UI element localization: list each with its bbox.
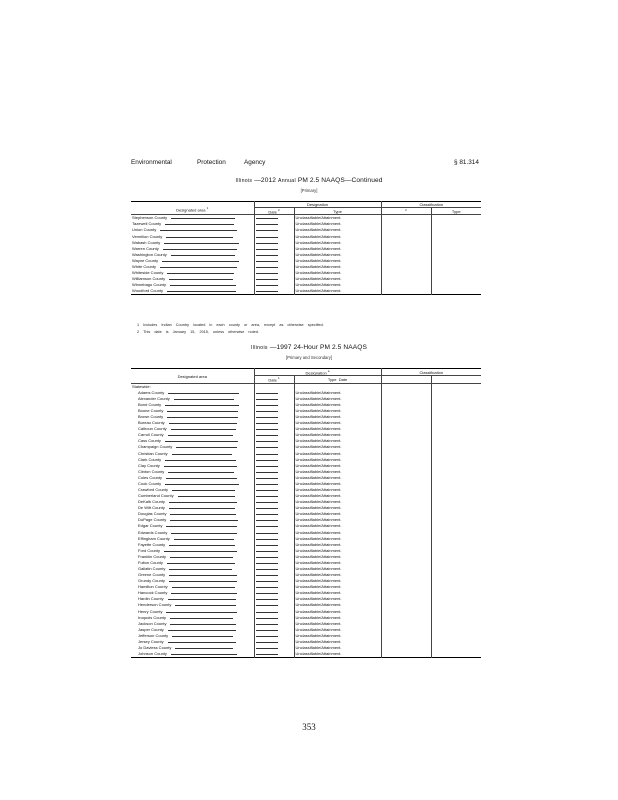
table2-body <box>131 383 481 658</box>
county-name: DuPage County <box>138 517 167 523</box>
county-name: Washington County <box>132 251 167 257</box>
table1-title-annual: Annual <box>277 178 296 184</box>
table1-header-classification: Classification <box>381 202 481 208</box>
page-number: 353 <box>302 722 316 732</box>
class-date-cell <box>381 651 431 658</box>
county-name: Cass County <box>138 438 161 444</box>
type-cell: Unclassifiable/Attainment. <box>294 246 381 252</box>
county-name: Cumberland County <box>138 493 174 499</box>
table-row <box>131 651 481 658</box>
county-name: Brown County <box>138 414 164 420</box>
table2-header-designation: Designation $^a$ <box>254 369 381 376</box>
table2-title-year: —1997 <box>269 344 292 351</box>
county-name: Adams County <box>138 389 165 395</box>
type-cell: Unclassifiable/Attainment. <box>294 451 381 457</box>
county-name: Greene County <box>138 572 166 578</box>
county-name: Coles County <box>138 474 163 480</box>
class-type-cell <box>431 215 481 222</box>
county-name: Boone County <box>138 407 164 413</box>
type-cell: Unclassifiable/Attainment. <box>294 548 381 554</box>
county-name: Cook County <box>138 480 162 486</box>
county-name: Warren County <box>132 245 159 251</box>
type-cell: Unclassifiable/Attainment. <box>294 215 381 222</box>
county-name: Wayne County <box>132 257 159 263</box>
date-cell <box>254 215 294 222</box>
table2-header-classification: Classification <box>381 369 481 376</box>
type-cell: Unclassifiable/Attainment. <box>294 463 381 469</box>
type-cell: Unclassifiable/Attainment. <box>294 578 381 584</box>
type-cell: Unclassifiable/Attainment. <box>294 408 381 414</box>
table1-header-class-date: 2 <box>381 208 431 215</box>
type-cell: Unclassifiable/Attainment. <box>294 457 381 463</box>
table1-title-naaqs: NAAQS—Continued <box>321 177 383 184</box>
county-name: Douglas County <box>138 511 167 517</box>
county-name: Williamson County <box>132 276 166 282</box>
county-name: Union County <box>132 227 157 233</box>
type-cell: Unclassifiable/Attainment. <box>294 596 381 602</box>
county-name: White County <box>132 263 157 269</box>
table2-subtitle: [Primary and Secondary] <box>285 355 333 360</box>
type-cell: Unclassifiable/Attainment. <box>294 487 381 493</box>
type-cell: Unclassifiable/Attainment. <box>294 621 381 627</box>
county-name: Henry County <box>138 608 163 614</box>
county-name: Jersey County <box>138 638 164 644</box>
county-name: Jackson County <box>138 620 167 626</box>
county-name: Champaign County <box>138 444 173 450</box>
type-cell: Unclassifiable/Attainment. <box>294 505 381 511</box>
table2-header-class-date <box>381 376 431 383</box>
county-name: Jasper County <box>138 626 164 632</box>
type-cell: Unclassifiable/Attainment. <box>294 536 381 542</box>
table1-footnote-2: 2 This date is January 15, 2015, unless otherwise noted. <box>137 330 259 334</box>
type-cell: Unclassifiable/Attainment. <box>294 481 381 487</box>
county-name: Calhoun County <box>138 426 167 432</box>
county-name: Woodford County <box>132 288 164 294</box>
county-name: Hancock County <box>138 590 168 596</box>
running-header-agency-3: Agency <box>244 159 266 166</box>
county-name: Franklin County <box>138 553 167 559</box>
type-cell: Unclassifiable/Attainment. <box>294 282 381 288</box>
county-name: Johnson County <box>138 651 167 657</box>
type-cell: Unclassifiable/Attainment. <box>294 584 381 590</box>
type-cell: Unclassifiable/Attainment. <box>294 444 381 450</box>
table1-title-pm: PM 2.5 <box>297 177 320 184</box>
county-name: De Witt County <box>138 505 165 511</box>
table1-header-designation: Designation <box>254 202 381 208</box>
type-cell: Unclassifiable/Attainment. <box>294 420 381 426</box>
county-name: Hardin County <box>138 596 164 602</box>
type-cell: Unclassifiable/Attainment. <box>294 264 381 270</box>
county-name: Edwards County <box>138 529 168 535</box>
county-name: Iroquois County <box>138 614 167 620</box>
table2-header-date: Date $^1$ <box>254 376 294 383</box>
class-date-cell <box>381 215 431 222</box>
county-name: Alexander County <box>138 395 170 401</box>
type-cell: Unclassifiable/Attainment. <box>294 234 381 240</box>
type-cell: Unclassifiable/Attainment. <box>294 554 381 560</box>
table2-header-area: Designated area <box>177 374 207 380</box>
table2-title-24hour: 24-Hour <box>293 344 319 351</box>
type-cell: Unclassifiable/Attainment. <box>294 560 381 566</box>
type-cell: Unclassifiable/Attainment. <box>294 517 381 523</box>
type-cell: Unclassifiable/Attainment. <box>294 542 381 548</box>
county-name: Clay County <box>138 462 160 468</box>
county-name: Crawford County <box>138 486 169 492</box>
type-cell: Unclassifiable/Attainment. <box>294 252 381 258</box>
running-header-agency-1: Environmental <box>131 159 172 166</box>
type-cell: Unclassifiable/Attainment. <box>294 475 381 481</box>
type-cell: Unclassifiable/Attainment. <box>294 438 381 444</box>
county-name: Bureau County <box>138 420 165 426</box>
type-cell: Unclassifiable/Attainment. <box>294 572 381 578</box>
county-name: Christian County <box>138 450 168 456</box>
table1-footnote-1: 1 Includes Indian Country located in each county or area, except as otherwise specified. <box>137 323 324 327</box>
type-cell: Unclassifiable/Attainment. <box>294 499 381 505</box>
county-name: Bond County <box>138 401 162 407</box>
table1-header-date: Date $^2$ <box>254 208 294 215</box>
class-type-cell <box>431 651 481 658</box>
county-name: Hamilton County <box>138 584 168 590</box>
type-cell: Unclassifiable/Attainment. <box>294 469 381 475</box>
group-label: Statewide: <box>132 383 151 389</box>
table2-header-type: Type Date <box>294 376 381 383</box>
running-header-section: § 81.314 <box>454 159 479 166</box>
type-cell: Unclassifiable/Attainment. <box>294 493 381 499</box>
type-cell: Unclassifiable/Attainment. <box>294 590 381 596</box>
type-cell: Unclassifiable/Attainment. <box>294 276 381 282</box>
county-name: Fayette County <box>138 541 166 547</box>
type-cell: Unclassifiable/Attainment. <box>294 511 381 517</box>
county-name: Carroll County <box>138 432 164 438</box>
type-cell: Unclassifiable/Attainment. <box>294 390 381 396</box>
county-name: Jo Daviess County <box>138 645 172 651</box>
county-name: Edgar County <box>138 523 163 529</box>
county-cell <box>131 288 254 295</box>
table1-title-year: —2012 <box>254 177 276 184</box>
type-cell: Unclassifiable/Attainment. <box>294 602 381 608</box>
type-cell: Unclassifiable/Attainment. <box>294 609 381 615</box>
county-name: Gallatin County <box>138 566 166 571</box>
type-cell: Unclassifiable/Attainment. <box>294 523 381 529</box>
county-cell <box>131 215 254 222</box>
class-date-cell <box>381 288 431 295</box>
type-cell: Unclassifiable/Attainment. <box>294 615 381 621</box>
type-cell: Unclassifiable/Attainment. <box>294 396 381 402</box>
county-name: Winnebago County <box>132 282 167 288</box>
county-name: Effingham County <box>138 535 170 541</box>
type-cell: Unclassifiable/Attainment. <box>294 270 381 276</box>
county-name: DeKalb County <box>138 499 165 505</box>
table2-header-class-type <box>431 376 481 383</box>
type-cell: Unclassifiable/Attainment. <box>294 227 381 233</box>
date-cell <box>254 651 294 658</box>
type-cell: Unclassifiable/Attainment. <box>294 639 381 645</box>
type-cell: Unclassifiable/Attainment. <box>294 645 381 651</box>
county-name: Whiteside County <box>132 270 164 276</box>
county-name: Tazewell County <box>132 221 162 227</box>
table-row <box>131 215 481 222</box>
table2-title-pm: PM 2.5 <box>319 344 342 351</box>
county-name: Wabash County <box>132 239 161 245</box>
county-name: Clinton County <box>138 468 165 474</box>
table1-subtitle: [Primary] <box>300 188 318 193</box>
table1-title-state: Illinois <box>235 178 253 184</box>
type-cell: Unclassifiable/Attainment. <box>294 258 381 264</box>
type-cell: Unclassifiable/Attainment. <box>294 402 381 408</box>
table1-title <box>0 177 618 184</box>
type-cell: Unclassifiable/Attainment. <box>294 426 381 432</box>
county-name: Fulton County <box>138 559 163 565</box>
table1-header-type: Type <box>294 208 381 215</box>
county-cell <box>131 651 254 658</box>
table1-body <box>131 215 481 295</box>
table2-title-state: Illinois <box>251 345 268 351</box>
county-name: Jefferson County <box>138 632 169 638</box>
county-name: Vermilion County <box>132 233 163 239</box>
type-cell: Unclassifiable/Attainment. <box>294 566 381 572</box>
table1-header-class-type: Type <box>431 208 481 215</box>
county-name: Clark County <box>138 456 162 462</box>
type-cell: Unclassifiable/Attainment. <box>294 530 381 536</box>
type-cell: Unclassifiable/Attainment. <box>294 414 381 420</box>
type-cell: Unclassifiable/Attainment. <box>294 651 381 658</box>
table2-title <box>0 344 618 351</box>
county-name: Stephenson County <box>132 215 168 221</box>
running-header-agency-2: Protection <box>197 159 226 166</box>
county-name: Ford County <box>138 547 161 553</box>
table-row <box>131 288 481 295</box>
table-group-row <box>131 383 481 390</box>
type-cell: Unclassifiable/Attainment. <box>294 432 381 438</box>
class-type-cell <box>431 288 481 295</box>
table1-header-area: Designated area $^1$ <box>176 206 209 213</box>
type-cell: Unclassifiable/Attainment. <box>294 627 381 633</box>
type-cell: Unclassifiable/Attainment. <box>294 633 381 639</box>
table1 <box>131 201 481 295</box>
table2-title-naaqs: NAAQS <box>343 344 367 351</box>
type-cell: Unclassifiable/Attainment. <box>294 288 381 295</box>
county-name: Grundy County <box>138 578 165 584</box>
county-name: Henderson County <box>138 602 172 608</box>
table2 <box>131 368 481 658</box>
date-cell <box>254 288 294 295</box>
type-cell: Unclassifiable/Attainment. <box>294 240 381 246</box>
type-cell: Unclassifiable/Attainment. <box>294 221 381 227</box>
